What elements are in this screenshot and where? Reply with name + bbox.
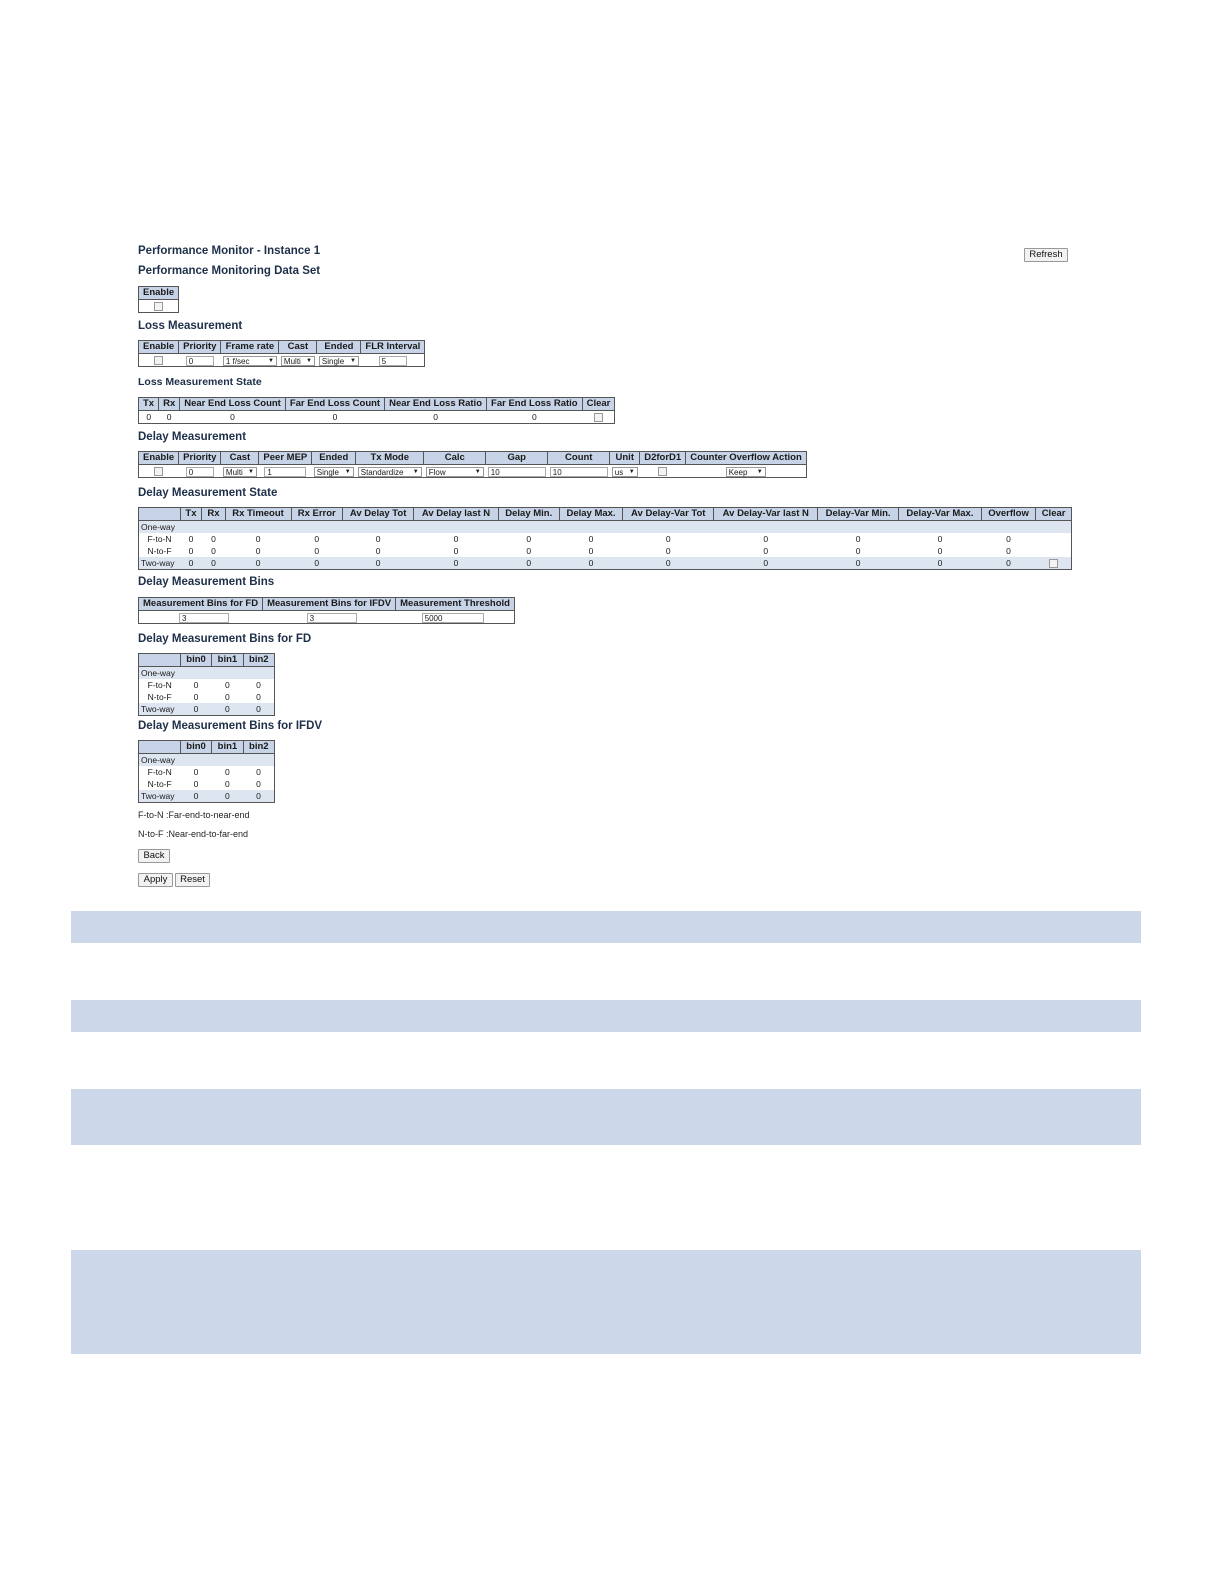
- cell: 0: [211, 546, 216, 556]
- col-header: Gap: [486, 452, 548, 465]
- cell: 0: [898, 557, 981, 570]
- delay-d2ford1-checkbox[interactable]: [658, 467, 667, 476]
- dataset-title: Performance Monitoring Data Set: [138, 265, 321, 277]
- col-header: bin0: [180, 654, 211, 667]
- col-header: [139, 654, 181, 667]
- apply-button[interactable]: Apply: [138, 873, 173, 887]
- col-header: Count: [548, 452, 610, 465]
- col-header: Av Delay last N: [414, 508, 498, 521]
- col-header: bin1: [212, 654, 243, 667]
- cell: 0: [559, 557, 622, 570]
- col-header: Rx: [159, 398, 180, 411]
- loss-state-table: [138, 397, 615, 424]
- one-way-label: One-way: [139, 521, 1072, 534]
- cell: 0: [243, 703, 274, 716]
- dataset-enable-checkbox[interactable]: [154, 302, 163, 311]
- cell: 0: [188, 534, 194, 544]
- delay-ended-select[interactable]: Single ▼: [314, 467, 354, 477]
- cell: 0: [256, 767, 261, 777]
- delay-calc-select[interactable]: Flow ▼: [426, 467, 484, 477]
- cell: 0: [342, 557, 413, 570]
- cell: 0: [256, 680, 261, 690]
- bins-ifdv-table: [138, 740, 275, 803]
- row-label: F-to-N: [147, 680, 172, 690]
- loss-clear-checkbox[interactable]: [594, 413, 603, 422]
- cell: 0: [230, 412, 235, 422]
- col-header: Enable: [139, 341, 179, 354]
- cell: 0: [453, 546, 459, 556]
- cell: 0: [193, 779, 199, 789]
- bins-fd-table: [138, 653, 275, 716]
- loss-cast-select[interactable]: Multi ▼: [281, 356, 315, 366]
- col-header: Measurement Threshold: [396, 598, 515, 611]
- col-header: Overflow: [981, 508, 1035, 521]
- col-header: Priority: [179, 341, 221, 354]
- loss-frame-rate-select[interactable]: 1 f/sec ▼: [223, 356, 277, 366]
- bins-fd-title: Delay Measurement Bins for FD: [138, 633, 312, 645]
- col-header: Calc: [424, 452, 486, 465]
- cell: 0: [665, 534, 671, 544]
- cell: 0: [193, 680, 199, 690]
- delay-unit-select[interactable]: us ▼: [612, 467, 638, 477]
- delay-priority-input[interactable]: 0: [186, 467, 214, 477]
- cell: 0: [225, 767, 230, 777]
- cell: 0: [255, 546, 261, 556]
- col-header: Near End Loss Ratio: [385, 398, 487, 411]
- cell: 0: [937, 546, 943, 556]
- delay-gap-input[interactable]: 10: [488, 467, 546, 477]
- col-header: Av Delay-Var Tot: [623, 508, 714, 521]
- cell: 0: [256, 692, 261, 702]
- col-header: Rx Error: [291, 508, 342, 521]
- divider-band: [71, 911, 1141, 943]
- reset-button[interactable]: Reset: [175, 873, 210, 887]
- col-header: bin0: [180, 741, 211, 754]
- one-way-label: One-way: [139, 667, 275, 680]
- row-label: Two-way: [139, 790, 181, 803]
- cell: 0: [193, 767, 199, 777]
- cell: 0: [211, 534, 216, 544]
- note-f-to-n: F-to-N :Far-end-to-near-end: [138, 810, 250, 820]
- cell: 0: [188, 546, 194, 556]
- col-header: Tx: [180, 508, 202, 521]
- col-header: Clear: [582, 398, 615, 411]
- cell: 0: [212, 790, 243, 803]
- col-header: Frame rate: [221, 341, 279, 354]
- cell: 0: [375, 546, 381, 556]
- row-label: Two-way: [139, 703, 181, 716]
- row-label: Two-way: [139, 557, 181, 570]
- cell: 0: [375, 534, 381, 544]
- col-header: Measurement Bins for FD: [139, 598, 263, 611]
- cell: 0: [243, 790, 274, 803]
- loss-ended-select[interactable]: Single ▼: [319, 356, 359, 366]
- loss-flr-interval-input[interactable]: 5: [379, 356, 407, 366]
- delay-overflow-action-select[interactable]: Keep ▼: [726, 467, 766, 477]
- cell: 0: [255, 534, 261, 544]
- cell: 0: [180, 790, 211, 803]
- divider-band: [71, 1089, 1141, 1145]
- row-label: N-to-F: [147, 546, 172, 556]
- cell: 0: [855, 534, 861, 544]
- col-header: Cast: [221, 452, 259, 465]
- bins-threshold-input[interactable]: 5000: [422, 613, 484, 623]
- delay-clear-cell[interactable]: [1036, 557, 1072, 570]
- delay-enable-checkbox[interactable]: [154, 467, 163, 476]
- cell: 0: [588, 534, 594, 544]
- col-header: Clear: [1036, 508, 1072, 521]
- col-header: bin2: [243, 654, 274, 667]
- delay-title: Delay Measurement: [138, 431, 247, 443]
- cell: 0: [818, 557, 899, 570]
- cell: 0: [526, 534, 532, 544]
- loss-state-title: Loss Measurement State: [138, 376, 262, 388]
- delay-tx-mode-select[interactable]: Standardize ▼: [358, 467, 422, 477]
- cell: 0: [433, 412, 438, 422]
- col-header: FLR Interval: [361, 341, 425, 354]
- col-header: Near End Loss Count: [180, 398, 286, 411]
- col-header: Far End Loss Ratio: [487, 398, 583, 411]
- cell: 0: [332, 412, 338, 422]
- cell: 0: [531, 412, 537, 422]
- col-header: D2forD1: [640, 452, 686, 465]
- cell: 0: [414, 557, 498, 570]
- dataset-table: [138, 286, 179, 313]
- cell: 0: [225, 692, 230, 702]
- delay-table: [138, 451, 807, 478]
- col-header: Rx: [202, 508, 225, 521]
- col-header: Tx Mode: [356, 452, 424, 465]
- delay-state-title: Delay Measurement State: [138, 487, 278, 499]
- cell: 0: [225, 779, 230, 789]
- col-header: Enable: [139, 452, 179, 465]
- cell: 0: [193, 692, 199, 702]
- back-button[interactable]: Back: [138, 849, 170, 863]
- loss-title: Loss Measurement: [138, 320, 243, 332]
- col-header: Delay-Var Min.: [818, 508, 899, 521]
- cell: 0: [180, 557, 202, 570]
- one-way-label: One-way: [139, 754, 275, 767]
- col-header: Unit: [610, 452, 640, 465]
- cell: 0: [314, 546, 320, 556]
- col-header: [139, 741, 181, 754]
- cell: 0: [855, 546, 861, 556]
- cell: 0: [453, 534, 459, 544]
- col-header: [139, 508, 181, 521]
- loss-table: [138, 340, 425, 367]
- col-header: Peer MEP: [259, 452, 312, 465]
- delay-peer-mep-input[interactable]: 1: [264, 467, 306, 477]
- row-label: N-to-F: [147, 779, 172, 789]
- cell: 0: [225, 680, 230, 690]
- delay-cast-select[interactable]: Multi ▼: [223, 467, 257, 477]
- cell: 0: [1006, 534, 1011, 544]
- col-header: Enable: [139, 287, 179, 300]
- cell: 0: [763, 534, 769, 544]
- cell: 0: [180, 703, 211, 716]
- col-header: bin1: [212, 741, 243, 754]
- row-label: F-to-N: [147, 534, 172, 544]
- col-header: Priority: [179, 452, 221, 465]
- col-header: Far End Loss Count: [285, 398, 384, 411]
- cell: 0: [166, 412, 172, 422]
- divider-band: [71, 1250, 1141, 1354]
- row-label: N-to-F: [147, 692, 172, 702]
- loss-enable-checkbox[interactable]: [154, 356, 163, 365]
- cell: 0: [665, 546, 671, 556]
- note-n-to-f: N-to-F :Near-end-to-far-end: [138, 829, 249, 839]
- col-header: Delay Max.: [559, 508, 622, 521]
- delay-count-input[interactable]: 10: [550, 467, 608, 477]
- row-label: F-to-N: [147, 767, 172, 777]
- delay-state-table: [138, 507, 1072, 570]
- cell: 0: [314, 534, 320, 544]
- bins-ifdv-title: Delay Measurement Bins for IFDV: [138, 720, 323, 732]
- col-header: Av Delay Tot: [342, 508, 413, 521]
- cell: 0: [526, 546, 532, 556]
- bins-table: [138, 597, 515, 624]
- cell: 0: [623, 557, 714, 570]
- col-header: Av Delay-Var last N: [714, 508, 818, 521]
- cell: 0: [146, 412, 152, 422]
- delay-clear-checkbox[interactable]: [1049, 559, 1058, 568]
- cell: 0: [225, 557, 291, 570]
- empty-cell: [1036, 533, 1072, 545]
- col-header: Tx: [139, 398, 159, 411]
- cell: 0: [981, 557, 1035, 570]
- bins-fd-input[interactable]: 3: [179, 613, 229, 623]
- cell: 0: [202, 557, 225, 570]
- col-header: Ended: [312, 452, 356, 465]
- loss-priority-input[interactable]: 0: [186, 356, 214, 366]
- empty-cell: [1036, 545, 1072, 557]
- divider-band: [71, 1000, 1141, 1032]
- col-header: Delay Min.: [498, 508, 559, 521]
- col-header: Rx Timeout: [225, 508, 291, 521]
- cell: 0: [256, 779, 261, 789]
- cell: 0: [937, 534, 943, 544]
- cell: 0: [212, 703, 243, 716]
- col-header: Cast: [279, 341, 317, 354]
- col-header: bin2: [243, 741, 274, 754]
- bins-ifdv-input[interactable]: 3: [307, 613, 357, 623]
- cell: 0: [498, 557, 559, 570]
- col-header: Delay-Var Max.: [898, 508, 981, 521]
- cell: 0: [763, 546, 769, 556]
- refresh-button[interactable]: Refresh: [1024, 248, 1068, 262]
- cell: 0: [291, 557, 342, 570]
- bins-title: Delay Measurement Bins: [138, 576, 275, 588]
- col-header: Measurement Bins for IFDV: [263, 598, 396, 611]
- cell: 0: [714, 557, 818, 570]
- col-header: Counter Overflow Action: [686, 452, 807, 465]
- cell: 0: [588, 546, 594, 556]
- page-title: Performance Monitor - Instance 1: [138, 245, 321, 257]
- cell: 0: [1006, 546, 1011, 556]
- col-header: Ended: [317, 341, 361, 354]
